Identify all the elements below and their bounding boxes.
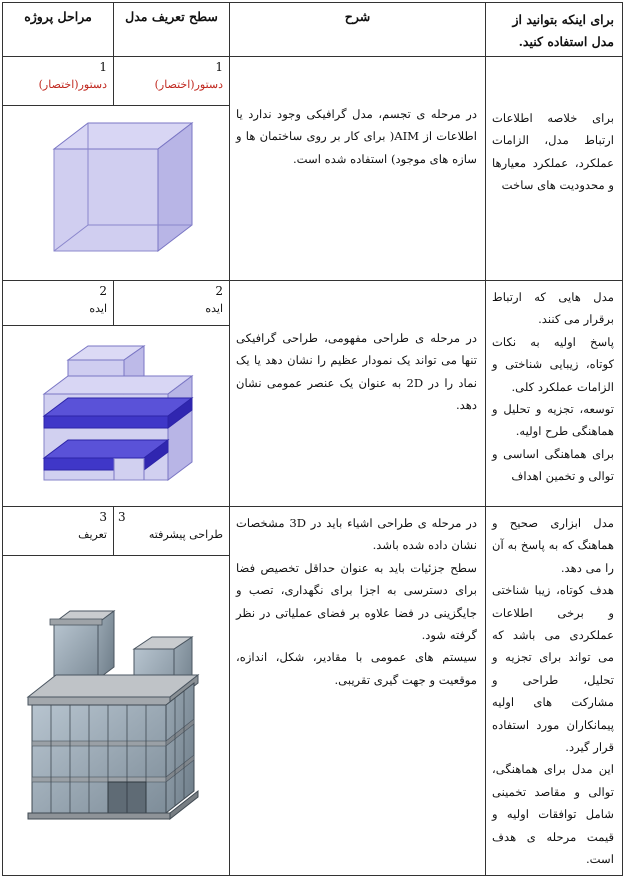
header-project-phase: مراحل پروژه	[3, 3, 114, 57]
lod-label: دستور(اختصار)	[154, 78, 223, 91]
description-paragraph: در مرحله ی تجسم، مدل گرافیکی وجود ندارد یا اطلاعات از AIM( برای کار بر روی ساختمان ها و سازه های موجود) استفاده شده است.	[236, 107, 477, 166]
description-paragraph: در مرحله ی طراحی اشیاء باید در 3D مشخصات نشان داده شده باشد.	[236, 516, 477, 553]
description-cell	[230, 57, 486, 281]
phase-label: تعریف	[78, 528, 107, 541]
lod2-image-cell	[3, 326, 230, 507]
lod-number: 1	[215, 60, 223, 74]
description-cell	[230, 507, 486, 876]
use-cell	[486, 57, 623, 281]
lod-number: 2	[215, 284, 223, 298]
phase-cell	[3, 281, 114, 326]
header-use: برای اینکه بتوانید از مدل استفاده کنید.	[486, 3, 623, 57]
lod1-image-cell	[3, 106, 230, 281]
lod3-image-cell	[3, 555, 230, 875]
description-paragraph: در مرحله ی طراحی مفهومی، طراحی گرافیکی تنها می تواند یک نمودار عظیم را نشان دهد یا یک نماد را در 2D به عنوان یک عنصر عمومی نشان دهد.	[236, 331, 478, 413]
use-paragraph: پاسخ اولیه به نکات کوتاه، زیبایی شناختی و الزامات عملکرد کلی.	[492, 334, 614, 394]
use-paragraph: هدف کوتاه، زیبا شناختی و برخی اطلاعات عملکردی می باشد که می تواند برای تجزیه و تحلیل، طراحی و مشارکت های اولیه پیمانکاران مورد استفاده قرار گیرد.	[492, 583, 614, 755]
lod-cell	[114, 57, 230, 106]
lod-cell	[114, 507, 230, 556]
use-paragraph: مدل ابزاری صحیح و هماهنگ که به پاسخ به آن را می دهد.	[492, 516, 614, 575]
phase-cell	[3, 57, 114, 106]
header-lod-level: سطح تعریف مدل	[114, 3, 230, 57]
header-row	[3, 3, 623, 57]
phase-label: دستور(اختصار)	[38, 78, 107, 91]
phase-cell	[3, 507, 114, 556]
table-row	[3, 507, 623, 556]
description-paragraph: سطح جزئیات باید به عنوان حداقل تخصیص فضا برای دسترسی به اجزا برای نگهداری، تصب و جایگزینی در فضا علاوه بر فضای عملیاتی در نظر گرفته شود.	[236, 560, 477, 643]
description-cell	[230, 281, 486, 507]
lod2-massing-image	[16, 330, 216, 502]
phase-number: 1	[99, 60, 107, 74]
use-paragraph: برای خلاصه اطلاعات ارتباط مدل، الزامات عملکرد، عملکرد معیارها و محدودیت های ساخت	[492, 111, 614, 193]
phase-number: 2	[99, 284, 107, 298]
lod-table	[2, 2, 623, 876]
phase-label: ایده	[89, 302, 107, 315]
lod-label: طراحی پیشرفته	[148, 528, 223, 541]
use-paragraph: توسعه، تجزیه و تحلیل و هماهنگی طرح اولیه.	[492, 402, 614, 439]
lod1-cube-image	[16, 111, 216, 276]
use-paragraph: مدل هایی که ارتباط برقرار می کنند.	[492, 290, 614, 327]
lod-number: 3	[118, 510, 126, 524]
use-cell	[486, 281, 623, 507]
table-row	[3, 57, 623, 106]
table-row	[3, 281, 623, 326]
header-description: شرح	[230, 3, 486, 57]
lod-cell	[114, 281, 230, 326]
use-cell	[486, 507, 623, 876]
phase-number: 3	[99, 510, 107, 524]
description-paragraph: سیستم های عمومی با مقادیر، شکل، اندازه، موقعیت و جهت گیری تقریبی.	[236, 650, 477, 687]
lod3-building-image	[10, 601, 222, 829]
lod-label: ایده	[205, 302, 223, 315]
use-paragraph: برای هماهنگی اساسی و توالی و تخمین اهداف	[492, 446, 614, 484]
use-paragraph: این مدل برای هماهنگی، توالی و مقاصد تخمینی شامل توافقات اولیه و قیمت مرحله ی هدف است.	[492, 762, 614, 867]
